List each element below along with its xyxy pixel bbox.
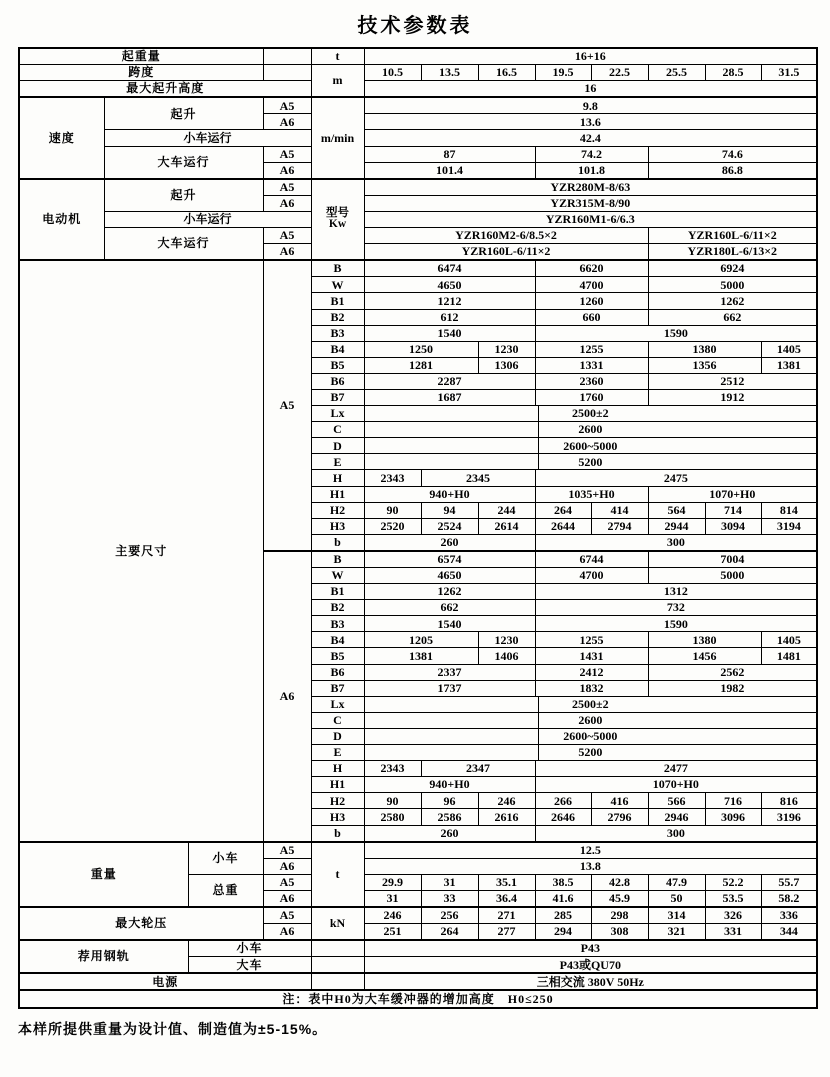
motor-trolley-value: YZR160M1-6/6.3	[364, 211, 817, 227]
footer-text: 本样所提供重量为设计值、制造值为±5-15%。	[18, 1020, 328, 1037]
weight-unit: t	[311, 842, 364, 907]
dim-value: 1380	[648, 632, 761, 648]
dim-name: B4	[311, 632, 364, 648]
dim-value: 244	[478, 502, 535, 518]
row-speed-travel-a5	[19, 146, 817, 162]
motor-unit	[311, 179, 364, 260]
dim-value: 2524	[421, 518, 478, 534]
dim-value: 3096	[705, 809, 761, 825]
dim-value: 1912	[648, 389, 817, 405]
row-max-lift-height	[19, 81, 817, 98]
dim-value: 1540	[364, 616, 535, 632]
dim-value: 2616	[478, 809, 535, 825]
dim-name: H2	[311, 793, 364, 809]
dim-value: 6474	[364, 260, 535, 277]
weight-total-value: 36.4	[478, 890, 535, 907]
lift-capacity-label: 起重量	[19, 48, 263, 65]
dim-value: 1260	[535, 293, 648, 309]
dim-value: 4700	[535, 568, 648, 584]
dim-value: 260	[364, 825, 535, 842]
dim-value: 816	[761, 793, 817, 809]
speed-section-label: 速度	[19, 97, 104, 178]
wheel-load-value: 344	[761, 924, 817, 941]
max-lift-height-label: 最大起升高度	[19, 81, 311, 98]
dim-value: 1262	[648, 293, 817, 309]
wheel-load-value: 331	[705, 924, 761, 941]
dim-value: 1832	[535, 680, 648, 696]
dim-value: 2520	[364, 518, 421, 534]
weight-total-value: 55.7	[761, 874, 817, 890]
grade-a5-label: A5	[263, 97, 311, 114]
wheel-load-value: 336	[761, 907, 817, 924]
dim-value: 2646	[535, 809, 591, 825]
dim-value: 2345	[421, 470, 535, 486]
speed-trolley-value: 42.4	[364, 130, 817, 146]
empty-cell	[311, 973, 364, 990]
weight-total-value: 31	[364, 890, 421, 907]
power-value: 三相交流 380V 50Hz	[364, 973, 817, 990]
dim-name: B4	[311, 341, 364, 357]
span-value: 25.5	[648, 65, 705, 81]
row-note	[19, 990, 817, 1007]
row-motor-travel-a5	[19, 228, 817, 244]
dim-value: 1212	[364, 293, 535, 309]
span-value: 10.5	[364, 65, 421, 81]
grade-a6-label: A6	[263, 858, 311, 874]
span-unit: m	[311, 65, 364, 98]
weight-total-value: 33	[421, 890, 478, 907]
grade-a5-label: A5	[263, 179, 311, 196]
weight-total-value: 29.9	[364, 874, 421, 890]
dim-value: 3094	[705, 518, 761, 534]
dim-value: 260	[364, 534, 535, 551]
dim-name: Lx	[311, 696, 364, 712]
dim-name: B6	[311, 373, 364, 389]
dim-value: 266	[535, 793, 591, 809]
wheel-load-value: 285	[535, 907, 591, 924]
grade-a5-label: A5	[263, 146, 311, 162]
grade-a5-label: A5	[263, 842, 311, 859]
dim-value: 1381	[364, 648, 478, 664]
weight-total-value: 53.5	[705, 890, 761, 907]
dim-value: 94	[421, 502, 478, 518]
dim-name: B3	[311, 616, 364, 632]
dim-value: 264	[535, 502, 591, 518]
wheel-load-value: 298	[591, 907, 648, 924]
row-speed-hoist-a5	[19, 97, 817, 114]
grade-a6-label: A6	[263, 114, 311, 130]
motor-travel-label: 大车运行	[104, 228, 263, 261]
wheel-load-value: 271	[478, 907, 535, 924]
motor-hoist-a5-value: YZR280M-8/63	[364, 179, 817, 196]
dim-value: 416	[591, 793, 648, 809]
dim-value: 5000	[648, 568, 817, 584]
weight-total-label: 总重	[188, 874, 263, 907]
dim-value: 1687	[364, 389, 535, 405]
speed-hoist-a5-value: 9.8	[364, 97, 817, 114]
weight-total-value: 42.8	[591, 874, 648, 890]
dim-value: 1255	[535, 341, 648, 357]
grade-a6-label: A6	[263, 244, 311, 261]
page-title: 技术参数表	[357, 15, 473, 37]
dim-value: 2944	[648, 518, 705, 534]
dim-value: 90	[364, 502, 421, 518]
dim-value: 1380	[648, 341, 761, 357]
dim-value: 1070+H0	[535, 777, 817, 793]
dim-name: D	[311, 438, 364, 454]
motor-hoist-label: 起升	[104, 179, 263, 212]
dim-value: 90	[364, 793, 421, 809]
dim-value: 2512	[648, 373, 817, 389]
dim-value: 716	[705, 793, 761, 809]
motor-unit-line: Kw	[328, 218, 347, 231]
dim-name: B2	[311, 600, 364, 616]
dim-value: 4700	[535, 277, 648, 293]
grade-a6-label: A6	[263, 890, 311, 907]
lift-capacity-unit: t	[311, 48, 364, 65]
rail-travel-value: P43或QU70	[364, 957, 817, 974]
grade-a5-label: A5	[263, 907, 311, 924]
dim-value: 1405	[761, 632, 817, 648]
dim-name: H	[311, 470, 364, 486]
dim-value: 660	[535, 309, 648, 325]
wheel-load-value: 326	[705, 907, 761, 924]
dim-value: 1406	[478, 648, 535, 664]
speed-travel-value: 101.4	[364, 162, 535, 179]
dim-value: 1306	[478, 357, 535, 373]
dim-value: 2477	[535, 761, 817, 777]
grade-a6-label: A6	[263, 924, 311, 941]
dim-value: 714	[705, 502, 761, 518]
row-dim	[19, 260, 817, 277]
dim-name: E	[311, 745, 364, 761]
dim-value: 662	[364, 600, 535, 616]
dim-value: 2600	[364, 712, 817, 728]
dim-value: 6744	[535, 551, 648, 568]
wheel-load-value: 321	[648, 924, 705, 941]
dim-name: B2	[311, 309, 364, 325]
lift-capacity-value: 16+16	[364, 48, 817, 65]
dim-name: H2	[311, 502, 364, 518]
dim-value: 4650	[364, 277, 535, 293]
dim-name: H3	[311, 518, 364, 534]
dim-value: 2614	[478, 518, 535, 534]
dim-value: 2600~5000	[364, 728, 817, 744]
wheel-load-value: 314	[648, 907, 705, 924]
dim-value: 814	[761, 502, 817, 518]
motor-unit-line: 型号	[326, 206, 350, 219]
dim-name: B6	[311, 664, 364, 680]
span-value: 19.5	[535, 65, 591, 81]
max-lift-height-value: 16	[364, 81, 817, 98]
dims-group-a6-label: A6	[263, 551, 311, 842]
dim-value: 6620	[535, 260, 648, 277]
dim-name: B7	[311, 389, 364, 405]
power-label: 电源	[19, 973, 311, 990]
dim-value: 612	[364, 309, 535, 325]
dim-value: 1381	[761, 357, 817, 373]
empty-cell	[263, 48, 311, 65]
dim-value: 1070+H0	[648, 486, 817, 502]
weight-total-value: 47.9	[648, 874, 705, 890]
dim-value: 1230	[478, 632, 535, 648]
dim-name: C	[311, 422, 364, 438]
dims-section-label: 主要尺寸	[19, 260, 263, 841]
speed-travel-label: 大车运行	[104, 146, 263, 179]
dim-value: 1405	[761, 341, 817, 357]
row-motor-trolley	[19, 211, 817, 227]
weight-total-value: 52.2	[705, 874, 761, 890]
dim-value: 2412	[535, 664, 648, 680]
dim-value: 2946	[648, 809, 705, 825]
weight-trolley-label: 小车	[188, 842, 263, 875]
span-value: 16.5	[478, 65, 535, 81]
dim-name: C	[311, 712, 364, 728]
spec-table	[18, 47, 818, 1009]
dim-name: H1	[311, 486, 364, 502]
dim-value: 2794	[591, 518, 648, 534]
grade-a6-label: A6	[263, 195, 311, 211]
dim-value: 1590	[535, 616, 817, 632]
dim-value: 2287	[364, 373, 535, 389]
row-power	[19, 973, 817, 990]
weight-trolley-a6-value: 13.8	[364, 858, 817, 874]
row-span	[19, 65, 817, 81]
span-value: 31.5	[761, 65, 817, 81]
dim-name: Lx	[311, 406, 364, 422]
wheel-load-value: 246	[364, 907, 421, 924]
dim-value: 1737	[364, 680, 535, 696]
dim-value: 1312	[535, 584, 817, 600]
wheel-load-value: 294	[535, 924, 591, 941]
motor-travel-value: YZR160L-6/11×2	[648, 228, 817, 244]
wheel-load-value: 251	[364, 924, 421, 941]
dim-value: 1255	[535, 632, 648, 648]
dim-value: 1205	[364, 632, 478, 648]
weight-total-value: 50	[648, 890, 705, 907]
speed-travel-value: 87	[364, 146, 535, 162]
span-value: 13.5	[421, 65, 478, 81]
wheel-load-label: 最大轮压	[19, 907, 263, 940]
dim-value: 2475	[535, 470, 817, 486]
rail-trolley-label: 小车	[188, 940, 311, 957]
dim-value: 940+H0	[364, 486, 535, 502]
grade-a6-label: A6	[263, 162, 311, 179]
row-motor-hoist-a5	[19, 179, 817, 196]
dim-value: 940+H0	[364, 777, 535, 793]
dim-name: B1	[311, 293, 364, 309]
dim-value: 1281	[364, 357, 478, 373]
grade-a5-label: A5	[263, 228, 311, 244]
dim-value: 1456	[648, 648, 761, 664]
dim-name: E	[311, 454, 364, 470]
rail-travel-label: 大车	[188, 957, 311, 974]
dim-name: H	[311, 761, 364, 777]
weight-total-value: 58.2	[761, 890, 817, 907]
dim-value: 2337	[364, 664, 535, 680]
motor-travel-value: YZR160L-6/11×2	[364, 244, 648, 261]
dim-value: 566	[648, 793, 705, 809]
dim-value: 2347	[421, 761, 535, 777]
row-speed-trolley	[19, 130, 817, 146]
dim-value: 6574	[364, 551, 535, 568]
weight-total-value: 45.9	[591, 890, 648, 907]
speed-travel-value: 74.6	[648, 146, 817, 162]
weight-section-label: 重量	[19, 842, 188, 907]
rail-section-label: 荐用钢轨	[19, 940, 188, 973]
span-value: 22.5	[591, 65, 648, 81]
dim-value: 1760	[535, 389, 648, 405]
dim-value: 1331	[535, 357, 648, 373]
rail-trolley-value: P43	[364, 940, 817, 957]
dim-value: 2360	[535, 373, 648, 389]
dim-value: 6924	[648, 260, 817, 277]
weight-total-value: 35.1	[478, 874, 535, 890]
speed-travel-value: 86.8	[648, 162, 817, 179]
dim-value: 300	[535, 825, 817, 842]
empty-cell	[311, 940, 364, 957]
motor-travel-value: YZR160M2-6/8.5×2	[364, 228, 648, 244]
wheel-load-value: 264	[421, 924, 478, 941]
wheel-load-value: 308	[591, 924, 648, 941]
speed-unit: m/min	[311, 97, 364, 178]
dim-value: 2562	[648, 664, 817, 680]
dim-value: 2600~5000	[364, 438, 817, 454]
weight-total-value: 38.5	[535, 874, 591, 890]
dim-name: H3	[311, 809, 364, 825]
dim-value: 300	[535, 534, 817, 551]
motor-trolley-label: 小车运行	[104, 211, 311, 227]
span-label: 跨度	[19, 65, 263, 81]
dim-value: 3196	[761, 809, 817, 825]
empty-cell	[311, 957, 364, 974]
note-text: 注：表中H0为大车缓冲器的增加高度 H0≤250	[19, 990, 817, 1007]
dim-value: 1250	[364, 341, 478, 357]
dim-value: 96	[421, 793, 478, 809]
dim-value: 1590	[535, 325, 817, 341]
dim-name: B3	[311, 325, 364, 341]
dim-value: 2500±2	[364, 406, 817, 422]
weight-total-value: 41.6	[535, 890, 591, 907]
dim-value: 5200	[364, 745, 817, 761]
dim-name: H1	[311, 777, 364, 793]
dim-value: 5000	[648, 277, 817, 293]
dim-name: W	[311, 277, 364, 293]
row-lift-capacity	[19, 48, 817, 65]
dim-name: D	[311, 728, 364, 744]
dim-value: 1356	[648, 357, 761, 373]
wheel-load-value: 277	[478, 924, 535, 941]
dim-name: B5	[311, 357, 364, 373]
weight-trolley-a5-value: 12.5	[364, 842, 817, 859]
dim-value: 2644	[535, 518, 591, 534]
weight-total-value: 31	[421, 874, 478, 890]
span-value: 28.5	[705, 65, 761, 81]
dim-value: 1431	[535, 648, 648, 664]
dim-value: 246	[478, 793, 535, 809]
speed-travel-value: 101.8	[535, 162, 648, 179]
dim-value: 1540	[364, 325, 535, 341]
dim-value: 1262	[364, 584, 535, 600]
dims-group-a5-label: A5	[263, 260, 311, 551]
row-rail-trolley	[19, 940, 817, 957]
motor-travel-value: YZR180L-6/13×2	[648, 244, 817, 261]
dim-name: W	[311, 568, 364, 584]
motor-hoist-a6-value: YZR315M-8/90	[364, 195, 817, 211]
motor-section-label: 电动机	[19, 179, 104, 260]
dim-value: 2586	[421, 809, 478, 825]
dim-value: 1481	[761, 648, 817, 664]
dim-value: 5200	[364, 454, 817, 470]
dim-value: 1230	[478, 341, 535, 357]
dim-name: b	[311, 825, 364, 842]
dim-name: B1	[311, 584, 364, 600]
dim-name: B	[311, 551, 364, 568]
dim-value: 414	[591, 502, 648, 518]
speed-hoist-label: 起升	[104, 97, 263, 130]
dim-value: 2343	[364, 470, 421, 486]
dim-value: 2580	[364, 809, 421, 825]
dim-value: 2343	[364, 761, 421, 777]
dim-value: 7004	[648, 551, 817, 568]
speed-hoist-a6-value: 13.6	[364, 114, 817, 130]
dim-name: B	[311, 260, 364, 277]
dim-value: 4650	[364, 568, 535, 584]
wheel-load-unit: kN	[311, 907, 364, 940]
dim-value: 564	[648, 502, 705, 518]
dim-value: 2796	[591, 809, 648, 825]
dim-name: b	[311, 534, 364, 551]
dim-value: 1982	[648, 680, 817, 696]
dim-name: B5	[311, 648, 364, 664]
row-weight-trolley-a5	[19, 842, 817, 859]
dim-value: 2500±2	[364, 696, 817, 712]
dim-name: B7	[311, 680, 364, 696]
empty-cell	[263, 65, 311, 81]
dim-value: 1035+H0	[535, 486, 648, 502]
grade-a5-label: A5	[263, 874, 311, 890]
dim-value: 732	[535, 600, 817, 616]
dim-value: 3194	[761, 518, 817, 534]
speed-travel-value: 74.2	[535, 146, 648, 162]
dim-value: 2600	[364, 422, 817, 438]
dim-value: 662	[648, 309, 817, 325]
speed-trolley-label: 小车运行	[104, 130, 311, 146]
wheel-load-value: 256	[421, 907, 478, 924]
row-wheel-load-a5	[19, 907, 817, 924]
